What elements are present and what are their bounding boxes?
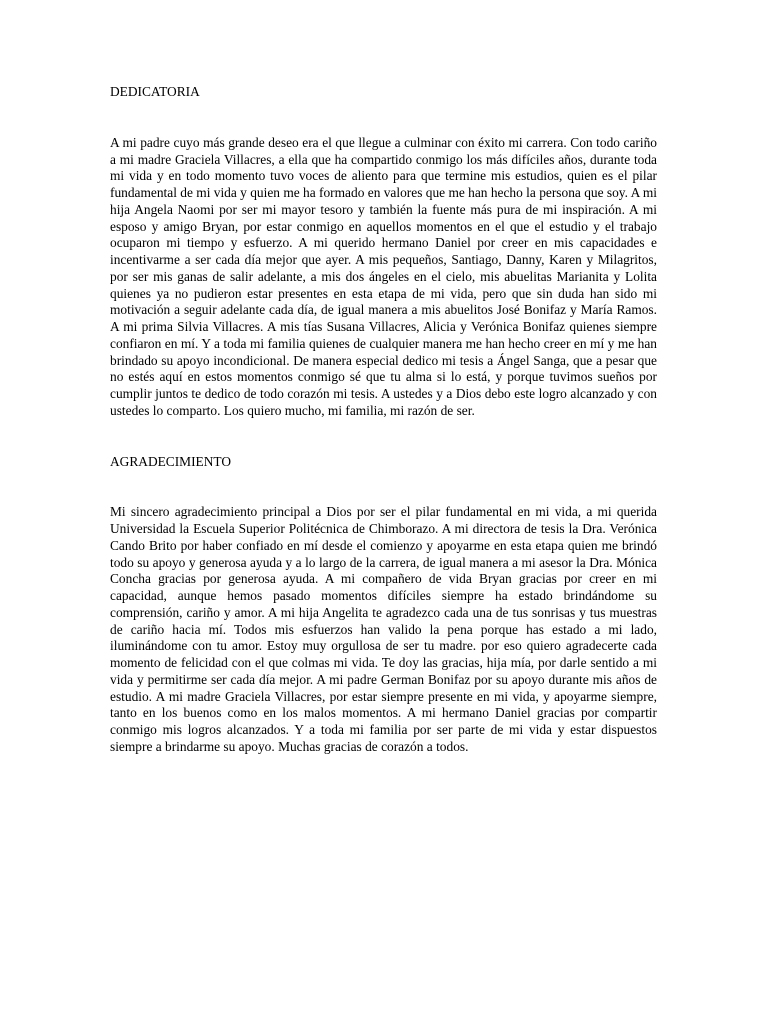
dedication-paragraph: A mi padre cuyo más grande deseo era el que llegue a culminar con éxito mi carrera. Con todo cariño a mi madre Graciela Villacres, a ella que ha compartido conmigo los más difíciles años, durante toda mi vida y en todo momento tuvo voces de aliento para que termine mis estudios, quien es el pilar fundamental de mi vida y quien me ha formado en valores que me han hecho la persona que soy. A mi hija Angela Naomi por ser mi mayor tesoro y también la fuente más pura de mi inspiración. A mi esposo y amigo Bryan, por estar conmigo en aquellos momentos en el que el estudio y el trabajo ocuparon mi tiempo y esfuerzo. A mi querido hermano Daniel por creer en mis capacidades e incentivarme a ser cada día mejor que ayer. A mis pequeños, Santiago, Danny, Karen y Milagritos, por ser mis ganas de salir adelante, a mis dos ángeles en el cielo, mis abuelitas Marianita y Lolita quienes ya no pudieron estar presentes en esta etapa de mi vida, pero que sin duda han sido mi motivación a seguir adelante cada día, de igual manera a mis abuelitos José Bonifaz y María Ramos. A mi prima Silvia Villacres. A mis tías Susana Villacres, Alicia y Verónica Bonifaz quienes siempre confiaron en mí. Y a toda mi familia quienes de cualquier manera me han hecho creer en mí y me han brindado su apoyo incondicional. De manera especial dedico mi tesis a Ángel Sanga, que a pesar que no estés aquí en estos momentos conmigo sé que tu alma si lo está, y porque tuvimos sueños por cumplir juntos te dedico de todo corazón mi tesis. A ustedes y a Dios debo este logro alcanzado y con ustedes lo comparto. Los quiero mucho, mi familia, mi razón de ser. [110,134,657,418]
dedication-heading: DEDICATORIA [110,84,200,99]
document-content [110,84,657,756]
acknowledgement-heading: AGRADECIMIENTO [110,453,232,469]
spacer [110,101,657,135]
spacer [110,420,657,454]
acknowledgement-paragraph: Mi sincero agradecimiento principal a Dios por ser el pilar fundamental en mi vida, a mi querida Universidad la Escuela Superior Politécnica de Chimborazo. A mi directora de tesis la Dra. Verónica Cando Brito por haber confiado en mí desde el comienzo y apoyarme en esta etapa quien me brindó todo su apoyo y generosa ayuda y a lo largo de la carrera, de igual manera a mi asesor la Dra. Mónica Concha gracias por generosa ayuda. A mi compañero de vida Bryan gracias por creer en mi capacidad, aunque hemos pasado momentos difíciles siempre ha estado brindándome su comprensión, cariño y amor. A mi hija Angelita te agradezco cada una de tus sonrisas y tus muestras de cariño hacia mí. Todos mis esfuerzos han valido la pena porque has estado a mi lado, iluminándome con tu amor. Estoy muy orgullosa de ser tu madre. por eso quiero agradecerte cada momento de felicidad con el que colmas mi vida. Te doy las gracias, hija mía, por darle sentido a mi vida y permitirme ser cada día mejor. A mi padre German Bonifaz por su apoyo durante mis años de estudio. A mi madre Graciela Villacres, por estar siempre presente en mi vida, y apoyarme siempre, tanto en los buenos como en los malos momentos. A mi hermano Daniel gracias por compartir conmigo mis logros alcanzados. Y a toda mi familia por ser parte de mi vida y estar dispuestos siempre a brindarme su apoyo. Muchas gracias de corazón a todos. [110,504,657,754]
spacer [110,470,657,504]
